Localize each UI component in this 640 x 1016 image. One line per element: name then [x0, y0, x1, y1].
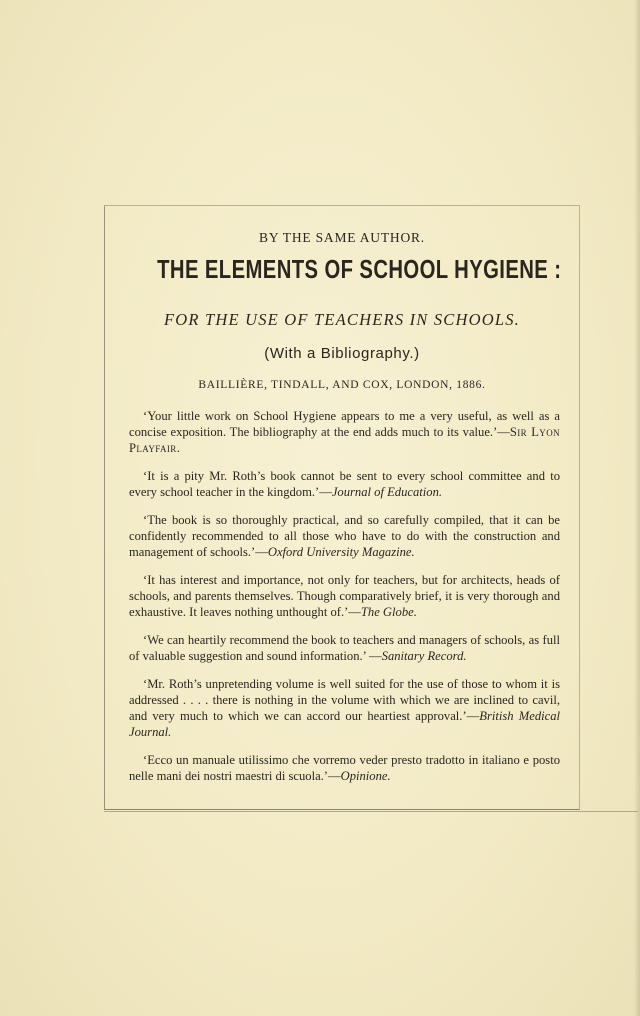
review-source: Sanitary Record.: [381, 648, 467, 663]
review-source: British Medical Journal.: [129, 708, 560, 739]
review-quote: ‘It has interest and importance, not only for teachers, but for architects, heads of schools, and parents themselves. Though comparatively brief, it is very thorough and exhaustive. It leaves nothing unthought of.’—: [129, 573, 560, 619]
page-edge-shadow: [634, 0, 640, 1016]
review-item: [129, 469, 560, 501]
book-title: THE ELEMENTS OF SCHOOL HYGIENE :: [157, 254, 562, 284]
publisher-line: BAILLIÈRE, TINDALL, AND COX, LONDON, 1886.: [198, 379, 486, 391]
review-item: [129, 573, 560, 620]
by-same-author-heading: BY THE SAME AUTHOR.: [259, 230, 425, 245]
review-source: Opinione.: [340, 768, 391, 783]
review-quote: ‘We can heartily recommend the book to teachers and managers of schools, as full of valuable suggestion and sound information.’ —: [129, 633, 560, 663]
review-item: [129, 677, 560, 740]
review-item: [129, 753, 560, 785]
review-quote: ‘Mr. Roth’s unpretending volume is well suited for the use of those to whom it is addressed . . . . there is nothing in the volume with which we are inclined to cavil, and very much to which we can accord our heartiest approval.’—: [129, 677, 560, 723]
review-source: The Globe.: [360, 604, 417, 619]
review-source: Journal of Education.: [331, 484, 443, 499]
review-quote: ‘Your little work on School Hygiene appears to me a very useful, as well as a concise exposition. The bibliography at the end adds much to its value.’—: [129, 409, 560, 439]
review-quote: ‘The book is so thoroughly practical, and so carefully compiled, that it can be confidently recommended to all those who have to do with the construction and management of schools.’—: [129, 513, 560, 559]
bottom-rule: [104, 811, 638, 812]
review-quote: ‘Ecco un manuale utilissimo che vorremo veder presto tradotto in italiano e posto nelle mani dei nostri maestri di scuola.’—: [129, 753, 560, 783]
review-item: [129, 633, 560, 665]
review-quote: ‘It is a pity Mr. Roth’s book cannot be sent to every school committee and to every school teacher in the kingdom.’—: [129, 468, 560, 499]
review-source: Sir Lyon Playfair.: [129, 424, 560, 455]
bibliography-note: (With a Bibliography.): [264, 345, 420, 362]
book-subtitle: FOR THE USE OF TEACHERS IN SCHOOLS.: [164, 310, 520, 329]
review-source: Oxford University Magazine.: [267, 544, 415, 559]
advertisement-frame: [104, 205, 580, 810]
review-list: [129, 409, 560, 790]
review-item: [129, 409, 560, 456]
review-item: [129, 513, 560, 560]
